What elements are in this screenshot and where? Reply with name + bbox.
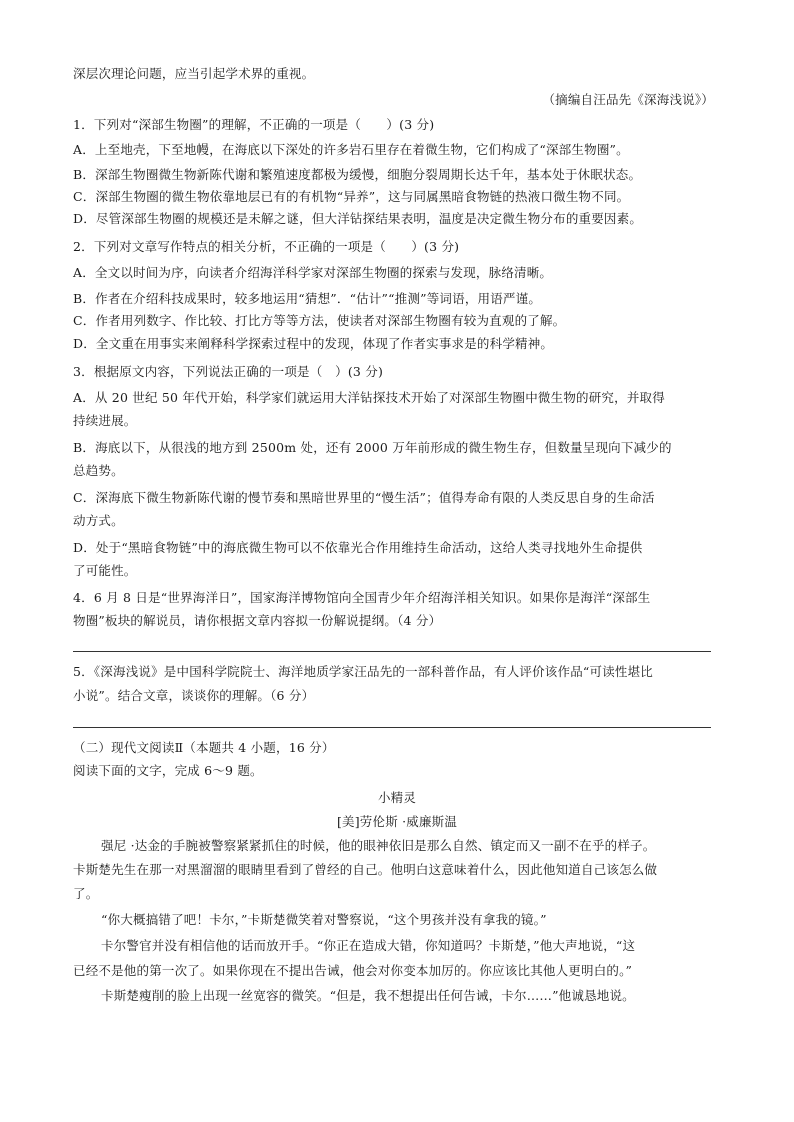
story-author: [美]劳伦斯 ·威廉斯温: [336, 814, 458, 829]
section2-heading: （二）现代文阅读Ⅱ（本题共 4 小题，16 分）: [73, 740, 335, 755]
q2-option-c: C．作者用列数字、作比较、打比方等等方法，使读者对深部生物圈有较为直观的了解。: [73, 313, 566, 328]
story-title: 小精灵: [377, 790, 417, 805]
story-p4: 卡斯楚瘦削的脸上出现一丝宽容的微笑。“但是，我不想提出任何告诫，卡尔……”他诚恳地说。: [101, 988, 635, 1003]
story-p3-line1: 卡尔警官并没有相信他的话而放开手。“你正在造成大错，你知道吗？卡斯楚，”他大声地说，“这: [101, 938, 636, 953]
q3-stem: 3．根据原文内容，下列说法正确的一项是（ ）(3 分): [73, 364, 384, 379]
q3-option-a-line1: A．从 20 世纪 50 年代开始，科学家们就运用大洋钻探技术开始了对深部生物圈中微生物的研究，并取得: [73, 390, 665, 405]
intro-tail-text: 深层次理论问题，应当引起学术界的重视。: [73, 66, 315, 81]
story-p1-line3: 了。: [73, 886, 99, 901]
story-p3-line2: 已经不是他的第一次了。如果你现在不提出告诫，他会对你变本加厉的。你应该比其他人更明白的。”: [73, 963, 633, 978]
q5-line2: 小说”。结合文章，谈谈你的理解。（6 分）: [73, 688, 315, 703]
q2-option-d: D．全文重在用事实来阐释科学探索过程中的发现，体现了作者实事求是的科学精神。: [73, 336, 554, 351]
story-p2: “你大概搞错了吧！卡尔，”卡斯楚微笑着对警察说，“这个男孩并没有拿我的镜。”: [101, 912, 547, 927]
story-p1-line2: 卡斯楚先生在那一对黑溜溜的眼睛里看到了曾经的自己。他明白这意味着什么，因此他知道自己该怎么做: [73, 862, 658, 877]
q1-stem: 1．下列对“深部生物圈”的理解，不正确的一项是（ ）(3 分): [73, 117, 435, 132]
q5-answer-line[interactable]: [73, 727, 711, 728]
q3-option-b-line2: 总趋势。: [73, 463, 124, 478]
q2-option-a: A．全文以时间为序，向读者介绍海洋科学家对深部生物圈的探索与发现，脉络清晰。: [73, 265, 553, 280]
q4-line1: 4．6 月 8 日是“世界海洋日”，国家海洋博物馆向全国青少年介绍海洋相关知识。如果你是海洋“深部生: [73, 590, 651, 605]
q1-option-b: B．深部生物圈微生物新陈代谢和繁殖速度都极为缓慢，细胞分裂周期长达千年，基本处于休眠状态。: [73, 167, 642, 182]
q3-option-d-line2: 了可能性。: [73, 563, 137, 578]
q3-option-a-line2: 持续进展。: [73, 413, 137, 428]
q1-option-d: D．尽管深部生物圈的规模还是未解之谜，但大洋钻探结果表明，温度是决定微生物分布的重要因素。: [73, 211, 643, 226]
q3-option-b-line1: B．海底以下，从很浅的地方到 2500m 处，还有 2000 万年前形成的微生物生存，但数量呈现向下减少的: [73, 440, 672, 455]
story-p1-line1: 强尼 ·达金的手腕被警察紧紧抓住的时候，他的眼神依旧是那么自然、镇定而又一副不在乎的样子。: [101, 838, 656, 853]
q3-option-d-line1: D．处于“黑暗食物链”中的海底微生物可以不依靠光合作用维持生命活动，这给人类寻找地外生命提供: [73, 540, 643, 555]
q1-option-a: A．上至地壳，下至地幔，在海底以下深处的许多岩石里存在着微生物，它们构成了“深部生物圈”。: [73, 142, 629, 157]
source-citation: （摘编自汪品先《深海浅说》）: [542, 92, 714, 107]
q4-answer-line[interactable]: [73, 651, 711, 652]
section2-instruction: 阅读下面的文字，完成 6～9 题。: [73, 763, 263, 778]
q3-option-c-line1: C．深海底下微生物新陈代谢的慢节奏和黑暗世界里的“慢生活”；值得寿命有限的人类反思自身的生命活: [73, 490, 655, 505]
q1-option-c: C．深部生物圈的微生物依靠地层已有的有机物“异养”，这与同属黑暗食物链的热液口微生物不同。: [73, 189, 630, 204]
q3-option-c-line2: 动方式。: [73, 513, 124, 528]
q2-stem: 2．下列对文章写作特点的相关分析，不正确的一项是（ ）(3 分): [73, 239, 460, 254]
q2-option-b: B．作者在介绍科技成果时，较多地运用“猜想”．“估计”“推测”等词语，用语严谨。: [73, 291, 542, 306]
q4-line2: 物圈”板块的解说员，请你根据文章内容拟一份解说提纲。（4 分）: [73, 613, 442, 628]
q5-line1: 5．《深海浅说》是中国科学院院士、海洋地质学家汪品先的一部科普作品，有人评价该作品“可读性堪比: [73, 664, 653, 679]
